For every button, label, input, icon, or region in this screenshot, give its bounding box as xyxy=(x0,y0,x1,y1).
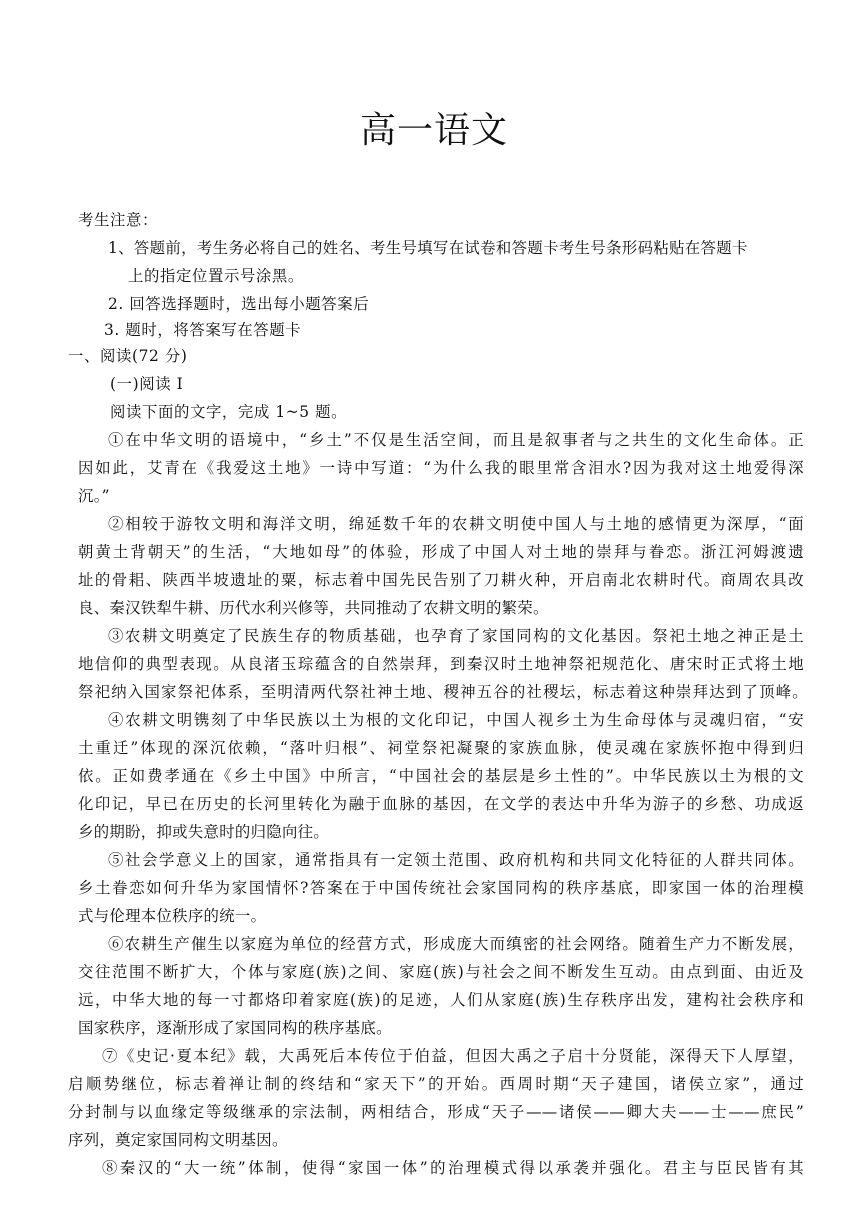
page-title: 高一语文 xyxy=(359,110,508,151)
notice-heading: 考生注意： xyxy=(78,211,158,229)
paragraph-3-line: 祭祀纳入国家祭祀体系，至明清两代祭社神土地、稷神五谷的社稷坛，标志着这种崇拜达到了顶峰。 xyxy=(78,683,808,701)
paragraph-1-line: ①在中华文明的语境中，“乡土”不仅是生活空间，而且是叙事者与之共生的文化生命体。正 xyxy=(108,431,804,449)
paragraph-5-line: ⑤社会学意义上的国家，通常指具有一定领土范围、政府机构和共同文化特征的人群共同体。 xyxy=(108,851,804,869)
paragraph-3-line: 地信仰的典型表现。从良渚玉琮蕴含的自然崇拜，到秦汉时土地神祭祀规范化、唐宋时正式将土地 xyxy=(78,655,804,673)
paragraph-3-line: ③农耕文明奠定了民族生存的物质基础，也孕育了家国同构的文化基因。祭祀土地之神正是土 xyxy=(108,627,804,645)
paragraph-5-line: 乡土眷恋如何升华为家国情怀?答案在于中国传统社会家国同构的秩序基底，即家国一体的治理模 xyxy=(78,879,804,897)
paragraph-2-line: ②相较于游牧文明和海洋文明，绵延数千年的农耕文明使中国人与土地的感情更为深厚，“面 xyxy=(108,515,804,533)
paragraph-6-line: ⑥农耕生产催生以家庭为单位的经营方式，形成庞大而缜密的社会网络。随着生产力不断发展， xyxy=(108,935,804,953)
paragraph-4-line: 乡的期盼，抑或失意时的归隐向往。 xyxy=(78,823,330,841)
paragraph-7-line: 启顺势继位，标志着禅让制的终结和“家天下”的开始。西周时期“天子建国，诸侯立家”，通过 xyxy=(68,1075,804,1093)
paragraph-7-line: 分封制与以血缘定等级继承的宗法制，两相结合，形成“天子——诸侯——卿大夫——士——庶民” xyxy=(68,1103,804,1121)
notice-item-3: 3. 题时，将答案写在答题卡 xyxy=(104,321,302,339)
sub-section-heading: (一)阅读 I xyxy=(110,375,184,393)
paragraph-2-line: 良、秦汉铁犁牛耕、历代水利兴修等，共同推动了农耕文明的繁荣。 xyxy=(78,599,549,617)
paragraph-1-line: 因如此，艾青在《我爱这土地》一诗中写道：“为什么我的眼里常含泪水?因为我对这土地爱得深 xyxy=(78,459,804,477)
paragraph-7-line: 序列，奠定家国同构文明基因。 xyxy=(68,1131,288,1149)
paragraph-4-line: 依。正如费孝通在《乡土中国》中所言，“中国社会的基层是乡土性的”。中华民族以土为根的文 xyxy=(78,767,804,785)
notice-item-1-line-1: 1、答题前，考生务必将自己的姓名、考生号填写在试卷和答题卡考生号条形码粘贴在答题卡 xyxy=(108,239,748,257)
paragraph-1-line: 沉。” xyxy=(78,487,110,505)
paragraph-4-line: 化印记，早已在历史的长河里转化为融于血脉的基因，在文学的表达中升华为游子的乡愁、功成返 xyxy=(78,795,804,813)
paragraph-7-line: ⑦《史记·夏本纪》载，大禹死后本传位于伯益，但因大禹之子启十分贤能，深得天下人厚望， xyxy=(102,1047,804,1065)
paragraph-2-line: 朝黄土背朝天”的生活，“大地如母”的体验，形成了中国人对土地的崇拜与眷恋。浙江河姆渡遗 xyxy=(78,543,804,561)
paragraph-2-line: 址的骨耜、陕西半坡遗址的粟，标志着中国先民告别了刀耕火种，开启南北农耕时代。商周农具改 xyxy=(78,571,804,589)
paragraph-6-line: 交往范围不断扩大，个体与家庭(族)之间、家庭(族)与社会之间不断发生互动。由点到面、由近及 xyxy=(78,963,804,981)
section-heading: 一、阅读(72 分) xyxy=(68,347,188,365)
paragraph-4-line: 土重迁”体现的深沉依赖，“落叶归根”、祠堂祭祀凝聚的家族血脉，使灵魂在家族怀抱中得到归 xyxy=(78,739,804,757)
notice-item-1-line-2: 上的指定位置示号涂黑。 xyxy=(128,267,304,285)
paragraph-6-line: 国家秩序，逐渐形成了家国同构的秩序基底。 xyxy=(78,1019,392,1037)
paragraph-8-line: ⑧秦汉的“大一统”体制，使得“家国一体”的治理模式得以承袭并强化。君主与臣民皆有其 xyxy=(102,1159,804,1177)
reading-instruction: 阅读下面的文字，完成 1~5 题。 xyxy=(110,403,348,421)
paragraph-4-line: ④农耕文明镌刻了中华民族以土为根的文化印记，中国人视乡土为生命母体与灵魂归宿，“安 xyxy=(108,711,804,729)
paragraph-5-line: 式与伦理本位秩序的统一。 xyxy=(78,907,267,925)
notice-item-2: 2. 回答选择题时，选出每小题答案后 xyxy=(108,295,370,313)
paragraph-6-line: 远，中华大地的每一寸都烙印着家庭(族)的足迹，人们从家庭(族)生存秩序出发，建构社会秩序和 xyxy=(78,991,804,1009)
